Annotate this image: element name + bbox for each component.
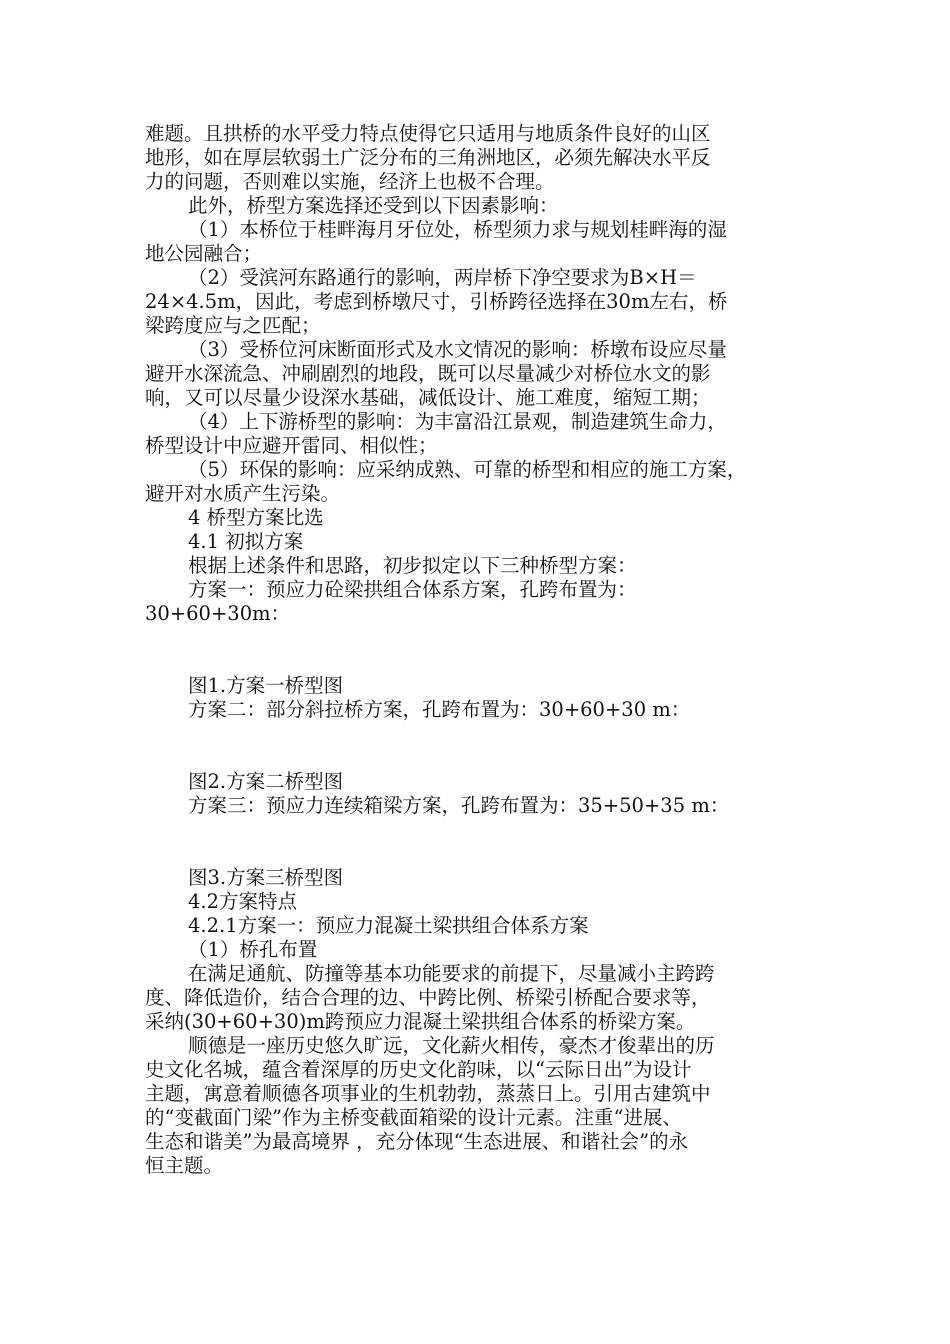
text-line: 主题，寓意着顺德各项事业的生机勃勃，蒸蒸日上。引用古建筑中	[145, 1082, 711, 1105]
figure-caption: 图3.方案三桥型图	[188, 866, 344, 889]
text-line: 方案一：预应力砼梁拱组合体系方案，孔跨布置为：	[188, 578, 637, 601]
text-line: 地形，如在厚层软弱土广泛分布的三角洲地区，必须先解决水平反	[145, 146, 711, 169]
text-line: （1）本桥位于桂畔海月牙位处，桥型须力求与规划桂畔海的湿	[188, 218, 727, 241]
text-line: 在满足通航、防撞等基本功能要求的前提下，尽量减小主跨跨	[188, 962, 715, 985]
text-line: 方案二：部分斜拉桥方案，孔跨布置为：30+60+30 m：	[188, 698, 691, 721]
text-line: 避开水深流急、冲刷剧烈的地段，既可以尽量减少对桥位水文的影	[145, 362, 711, 385]
text-line: 此外，桥型方案选择还受到以下因素影响：	[188, 194, 559, 217]
text-line: （3）受桥位河床断面形式及水文情况的影响：桥墩布设应尽量	[188, 338, 727, 361]
subsection-heading: 4.1 初拟方案	[188, 530, 304, 553]
text-line: 采纳(30+60+30)m跨预应力混凝土梁拱组合体系的桥梁方案。	[145, 1010, 696, 1033]
text-line: 30+60+30m：	[145, 602, 291, 625]
text-line: （2）受滨河东路通行的影响，两岸桥下净空要求为B×H＝	[188, 266, 697, 289]
subsection-heading: 4.2.1方案一：预应力混凝土梁拱组合体系方案	[188, 914, 589, 937]
text-line: （5）环保的影响：应采纳成熟、可靠的桥型和相应的施工方案，	[188, 458, 747, 481]
text-line: 方案三：预应力连续箱梁方案，孔跨布置为：35+50+35 m：	[188, 794, 730, 817]
text-line: 的“变截面门梁”作为主桥变截面箱梁的设计元素。注重“进展、	[145, 1106, 682, 1129]
text-line: （1）桥孔布置	[188, 938, 318, 961]
section-heading: 4 桥型方案比选	[188, 506, 324, 529]
text-line: 24×4.5m，因此，考虑到桥墩尺寸，引桥跨径选择在30m左右，桥	[145, 290, 728, 313]
text-line: 根据上述条件和思路，初步拟定以下三种桥型方案：	[188, 554, 637, 577]
text-line: 顺德是一座历史悠久旷远，文化薪火相传，豪杰才俊辈出的历	[188, 1034, 715, 1057]
text-line: 度、降低造价，结合合理的边、中跨比例、桥梁引桥配合要求等，	[145, 986, 711, 1009]
text-line: 难题。且拱桥的水平受力特点使得它只适用与地质条件良好的山区	[145, 122, 711, 145]
text-line: 梁跨度应与之匹配；	[145, 314, 321, 337]
text-line: 恒主题。	[145, 1154, 224, 1177]
figure-caption: 图2.方案二桥型图	[188, 770, 344, 793]
text-line: 史文化名城，蕴含着深厚的历史文化韵味，以“云际日出”为设计	[145, 1058, 692, 1081]
figure-caption: 图1.方案一桥型图	[188, 674, 344, 697]
text-line: 响，又可以尽量少设深水基础，减低设计、施工难度，缩短工期；	[145, 386, 711, 409]
text-line: 桥型设计中应避开雷同、相似性；	[145, 434, 438, 457]
text-line: 生态和谐美”为最高境界 ，充分体现“生态进展、和谐社会”的永	[145, 1130, 689, 1153]
text-line: 力的问题，否则难以实施，经济上也极不合理。	[145, 170, 555, 193]
text-line: （4）上下游桥型的影响：为丰富沿江景观，制造建筑生命力，	[188, 410, 727, 433]
text-line: 地公园融合；	[145, 242, 263, 265]
text-line: 避开对水质产生污染。	[145, 482, 341, 505]
subsection-heading: 4.2方案特点	[188, 890, 298, 913]
